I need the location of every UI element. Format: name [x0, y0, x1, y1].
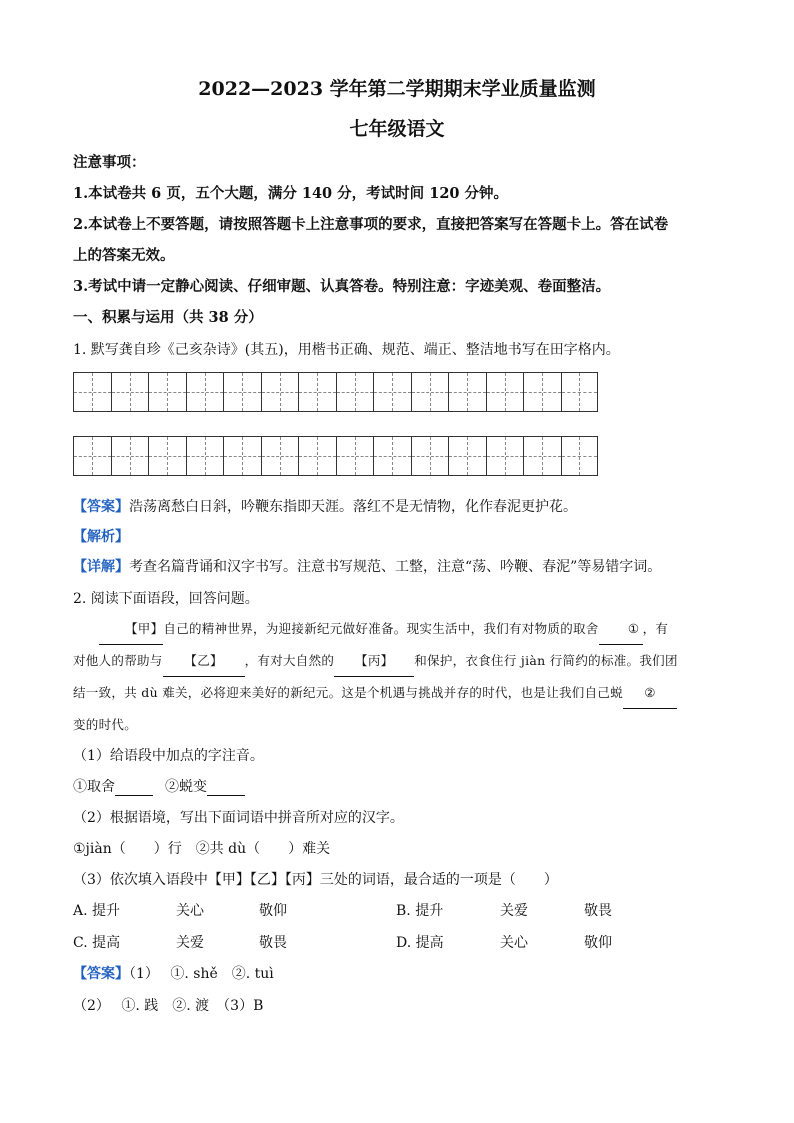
grid-cell	[448, 372, 486, 412]
q1-detail	[73, 556, 661, 576]
grid-cell	[336, 436, 374, 476]
writing-grid-row-2	[73, 436, 598, 476]
grid-cell	[336, 372, 374, 412]
grid-cell	[73, 372, 111, 412]
grid-cell	[298, 436, 336, 476]
q2-sub2-items: ①jiàn（ ）行 ②共 dù（ ）难关	[73, 841, 331, 857]
note-2-line2: 上的答案无效。	[73, 247, 175, 264]
q2-answer-1: 【答案】（1） ①. shě ②. tuì	[73, 966, 274, 982]
grid-cell	[298, 372, 336, 412]
grid-cell	[223, 436, 261, 476]
q2-sub1: （1）给语段中加点的字注音。	[73, 748, 264, 764]
grid-cell	[111, 436, 149, 476]
grid-cell	[261, 436, 299, 476]
grid-cell	[448, 436, 486, 476]
grid-cell	[523, 372, 561, 412]
notes-heading: 注意事项：	[73, 154, 146, 171]
grid-cell	[411, 372, 449, 412]
reading-passage	[73, 613, 721, 740]
note-1: 1.本试卷共 6 页，五个大题，满分 140 分，考试时间 120 分钟。	[73, 185, 509, 202]
grid-cell	[261, 372, 299, 412]
q1-analysis-tag: 【解析】	[73, 529, 129, 545]
writing-grid-row-1	[73, 372, 598, 412]
passage-line-1: 【甲】自己的精神世界，为迎接新纪元做好准备。现实生活中，我们有对物质的取舍 ① ，有	[73, 613, 721, 645]
question-2: 2. 阅读下面语段，回答问题。	[73, 591, 259, 607]
exam-subtitle: 七年级语文	[349, 118, 445, 140]
grid-cell	[148, 372, 186, 412]
option-a: A. 提升 关心 敬仰	[73, 903, 287, 919]
q2-sub2: （2）根据语境，写出下面词语中拼音所对应的汉字。	[73, 810, 404, 826]
answer-tag: 【答案】	[73, 499, 129, 515]
option-d: D. 提高 关心 敬仰	[396, 935, 612, 951]
q1-detail-text: 考查名篇背诵和汉字书写。注意书写规范、工整，注意“荡、吟鞭、春泥”等易错字词。	[129, 559, 662, 575]
grid-cell	[148, 436, 186, 476]
grid-cell	[186, 372, 224, 412]
passage-line-3: 结一致，共 dù 难关，必将迎来美好的新纪元。这是个机遇与挑战并存的时代，也是让我们自己蜕 ②	[73, 677, 721, 709]
option-b: B. 提升 关爱 敬畏	[396, 903, 612, 919]
note-2-line1: 2.本试卷上不要答题，请按照答题卡上注意事项的要求，直接把答案写在答题卡上。答在试卷	[73, 216, 669, 233]
grid-cell	[486, 372, 524, 412]
section-heading: 一、积累与运用（共 38 分）	[73, 309, 263, 326]
grid-cell	[411, 436, 449, 476]
q2-sub1-items: ①取舍 ②蜕变	[73, 776, 245, 796]
grid-cell	[186, 436, 224, 476]
note-3: 3.考试中请一定静心阅读、仔细审题、认真答卷。特别注意：字迹美观、卷面整洁。	[73, 278, 611, 295]
option-c: C. 提高 关爱 敬畏	[73, 935, 287, 951]
q1-answer	[73, 496, 577, 516]
passage-line-2: 对他人的帮助与 【乙】 ，有对大自然的 【丙】 和保护，衣食住行 jiàn 行简约的标准。我们团	[73, 645, 721, 677]
grid-cell	[373, 436, 411, 476]
passage-line-4: 变的时代。	[73, 717, 138, 732]
question-1: 1. 默写龚自珍《己亥杂诗》(其五)，用楷书正确、规范、端正、整洁地书写在田字格内。	[73, 342, 620, 358]
q2-answer-2: （2） ①. 践 ②. 渡 （3）B	[73, 998, 264, 1014]
detail-tag: 【详解】	[73, 559, 129, 575]
exam-title: 2022—2023 学年第二学期期末学业质量监测	[198, 78, 596, 100]
grid-cell	[111, 372, 149, 412]
q1-answer-text: 浩荡离愁白日斜，吟鞭东指即天涯。落红不是无情物，化作春泥更护花。	[129, 499, 577, 515]
grid-cell	[73, 436, 111, 476]
grid-cell	[561, 436, 599, 476]
grid-cell	[561, 372, 599, 412]
q2-sub3: （3）依次填入语段中【甲】【乙】【丙】三处的词语，最合适的一项是（ ）	[73, 872, 558, 888]
grid-cell	[523, 436, 561, 476]
grid-cell	[373, 372, 411, 412]
grid-cell	[223, 372, 261, 412]
grid-cell	[486, 436, 524, 476]
